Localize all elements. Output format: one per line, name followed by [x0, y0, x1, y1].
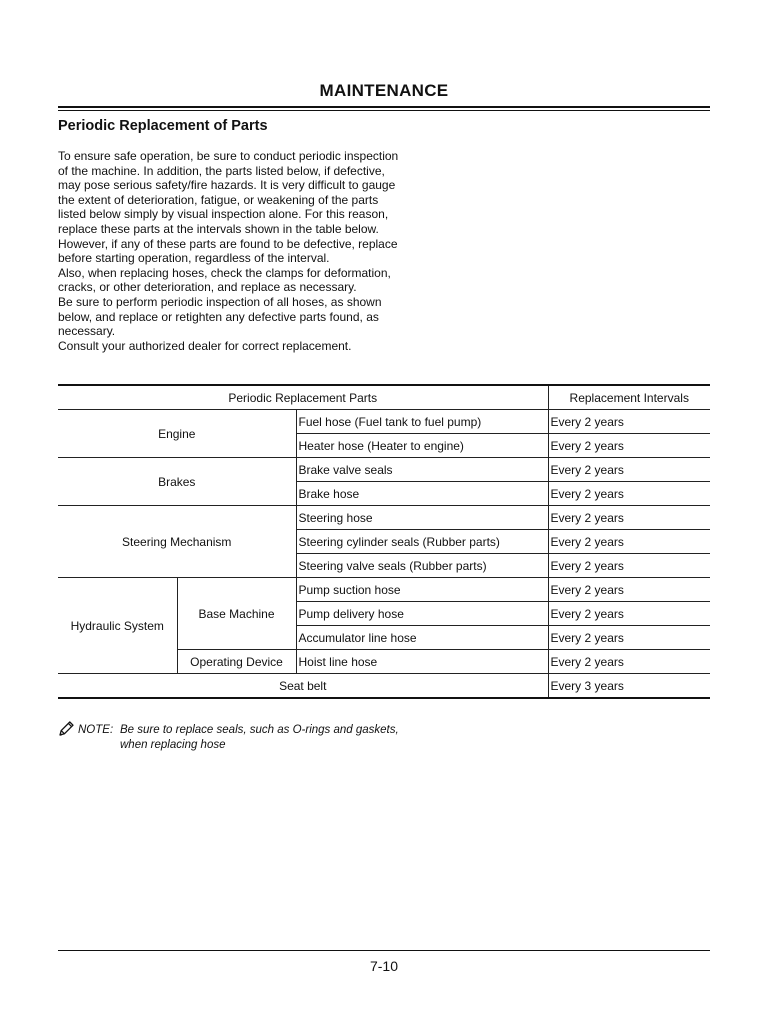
part-cell: Brake valve seals: [296, 458, 548, 482]
header-intervals: Replacement Intervals: [548, 385, 710, 410]
subgroup-operating-device: Operating Device: [177, 650, 296, 674]
table-row: [58, 578, 710, 602]
part-cell: Pump suction hose: [296, 578, 548, 602]
table-row: [58, 458, 710, 482]
interval-cell: Every 2 years: [548, 410, 710, 434]
part-cell: Pump delivery hose: [296, 602, 548, 626]
header-rule: [58, 106, 710, 108]
header-rule-thin: [58, 110, 710, 111]
interval-cell: Every 2 years: [548, 458, 710, 482]
interval-cell: Every 2 years: [548, 530, 710, 554]
intro-paragraph: To ensure safe operation, be sure to conduct periodic inspection of the machine. In addition, the parts listed below, if defective, may pose serious safety/fire hazards. It is very difficult to gauge the extent of deterioration, fatigue, or weakening of the parts listed below simply by visual inspection alone. For this reason, replace these parts at the intervals shown in the table below. However, if any of these parts are found to be defective, replace before starting operation, regardless of the interval.: [58, 149, 399, 266]
replacement-parts-table: [58, 384, 710, 699]
intro-paragraph: Be sure to perform periodic inspection of all hoses, as shown below, and replace or retighten any defective parts found, as necessary.: [58, 294, 382, 339]
interval-cell: Every 2 years: [548, 578, 710, 602]
group-engine: Engine: [58, 410, 296, 458]
group-hydraulic: Hydraulic System: [58, 578, 177, 674]
pencil-note-icon: [58, 719, 76, 737]
interval-cell: Every 2 years: [548, 602, 710, 626]
page-number: 7-10: [369, 958, 399, 974]
interval-cell: Every 2 years: [548, 650, 710, 674]
footer-rule: [58, 950, 710, 951]
group-brakes: Brakes: [58, 458, 296, 506]
part-cell: Steering hose: [296, 506, 548, 530]
group-seat-belt: Seat belt: [58, 674, 548, 699]
table-row: [58, 506, 710, 530]
intro-paragraph: Also, when replacing hoses, check the clamps for deformation, cracks, or other deterioration, and replace as necessary.: [58, 265, 391, 295]
intro-paragraph: Consult your authorized dealer for correct replacement.: [58, 338, 352, 353]
table-header-row: [58, 385, 710, 410]
subgroup-base-machine: Base Machine: [177, 578, 296, 650]
part-cell: Accumulator line hose: [296, 626, 548, 650]
header-parts: Periodic Replacement Parts: [58, 385, 548, 410]
part-cell: Hoist line hose: [296, 650, 548, 674]
note-text: Be sure to replace seals, such as O-rings and gaskets, when replacing hose: [120, 724, 399, 751]
part-cell: Brake hose: [296, 482, 548, 506]
page-header-title: MAINTENANCE: [319, 81, 449, 100]
table-row: [58, 410, 710, 434]
part-cell: Steering valve seals (Rubber parts): [296, 554, 548, 578]
table-row: [58, 674, 710, 699]
interval-cell: Every 2 years: [548, 554, 710, 578]
intro-text: [58, 149, 403, 353]
group-steering: Steering Mechanism: [58, 506, 296, 578]
interval-cell: Every 3 years: [548, 674, 710, 699]
part-cell: Steering cylinder seals (Rubber parts): [296, 530, 548, 554]
interval-cell: Every 2 years: [548, 506, 710, 530]
interval-cell: Every 2 years: [548, 482, 710, 506]
interval-cell: Every 2 years: [548, 626, 710, 650]
part-cell: Heater hose (Heater to engine): [296, 434, 548, 458]
interval-cell: Every 2 years: [548, 434, 710, 458]
note-label: NOTE:: [78, 724, 114, 736]
section-title: Periodic Replacement of Parts: [58, 118, 268, 134]
part-cell: Fuel hose (Fuel tank to fuel pump): [296, 410, 548, 434]
